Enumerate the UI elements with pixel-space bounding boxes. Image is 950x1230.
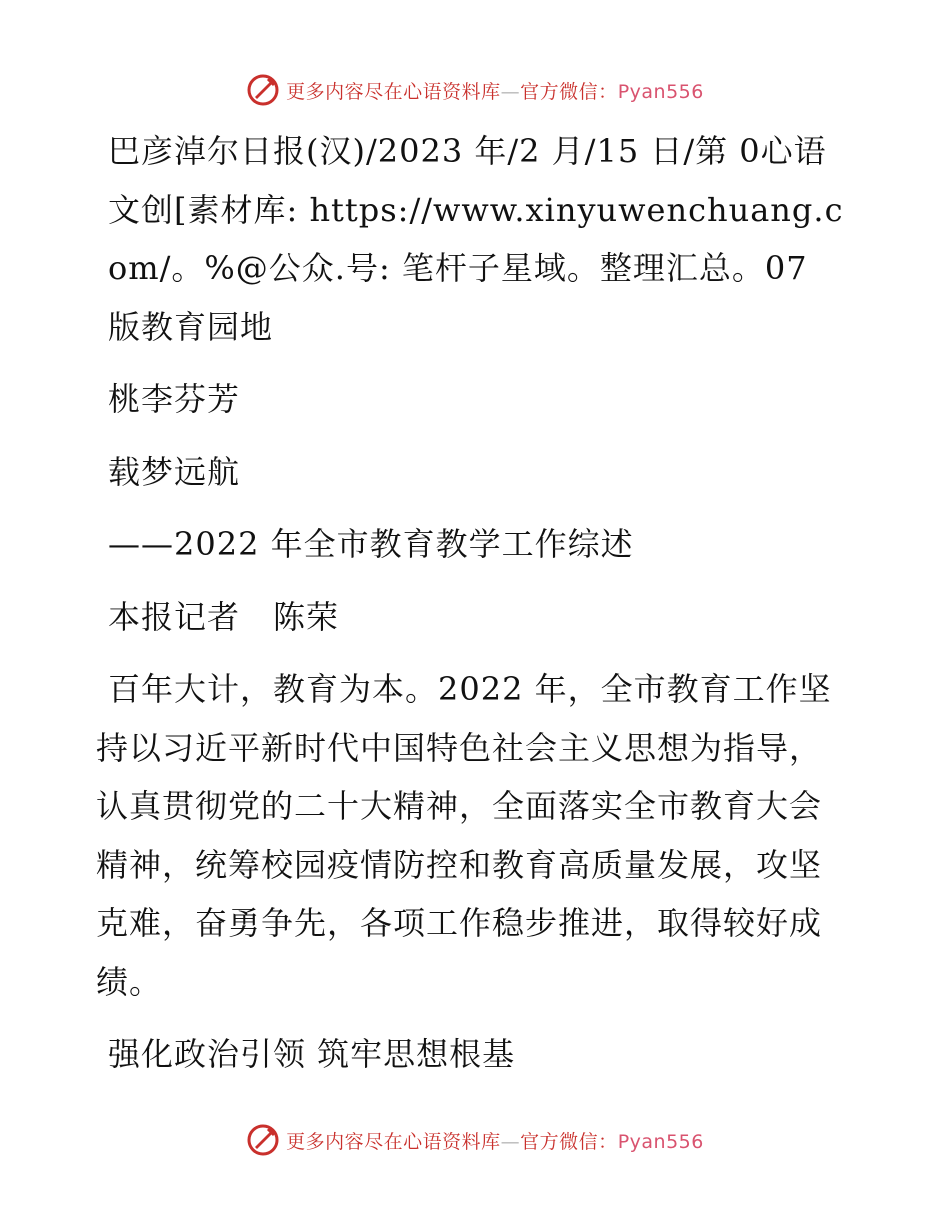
document-source-header: 巴彦淖尔日报(汉)/2023 年/2 月/15 日/第 0心语文创[素材库: https://www.xinyuwenchuang.com/。%@公众.号: 笔杆子星域。整理汇总。07 版教育园地 bbox=[108, 132, 844, 346]
article-paragraph: 百年大计，教育为本。2022 年，全市教育工作坚持以习近平新时代中国特色社会主义思想为指导，认真贯彻党的二十大精神，全面落实全市教育大会精神，统筹校园疫情防控和教育高质量发展，攻坚克难，奋勇争先，各项工作稳步推进，取得较好成绩。 bbox=[96, 670, 832, 1001]
watermark-separator: — bbox=[500, 80, 521, 103]
watermark-brand: 更多内容尽在心语资料库 bbox=[286, 1130, 501, 1153]
watermark-label: 官方微信： bbox=[520, 1130, 618, 1153]
watermark-header bbox=[0, 70, 950, 110]
watermark-account: Pyan556 bbox=[617, 80, 704, 103]
article-title-line-1: 桃李芬芳 bbox=[108, 380, 241, 418]
watermark-footer bbox=[0, 1120, 950, 1160]
article-subtitle: ——2022 年全市教育教学工作综述 bbox=[108, 525, 634, 563]
article-byline: 本报记者 陈荣 bbox=[108, 597, 340, 636]
document-body bbox=[96, 122, 848, 1098]
watermark-separator: — bbox=[500, 1130, 521, 1153]
watermark-account: Pyan556 bbox=[617, 1130, 704, 1153]
watermark-brand: 更多内容尽在心语资料库 bbox=[286, 80, 501, 103]
quill-logo-icon bbox=[246, 73, 280, 107]
article-title-line-2: 载梦远航 bbox=[108, 452, 241, 491]
section-heading: 强化政治引领 筑牢思想根基 bbox=[108, 1035, 516, 1073]
quill-logo-icon bbox=[246, 1123, 280, 1157]
watermark-label: 官方微信： bbox=[520, 80, 618, 103]
